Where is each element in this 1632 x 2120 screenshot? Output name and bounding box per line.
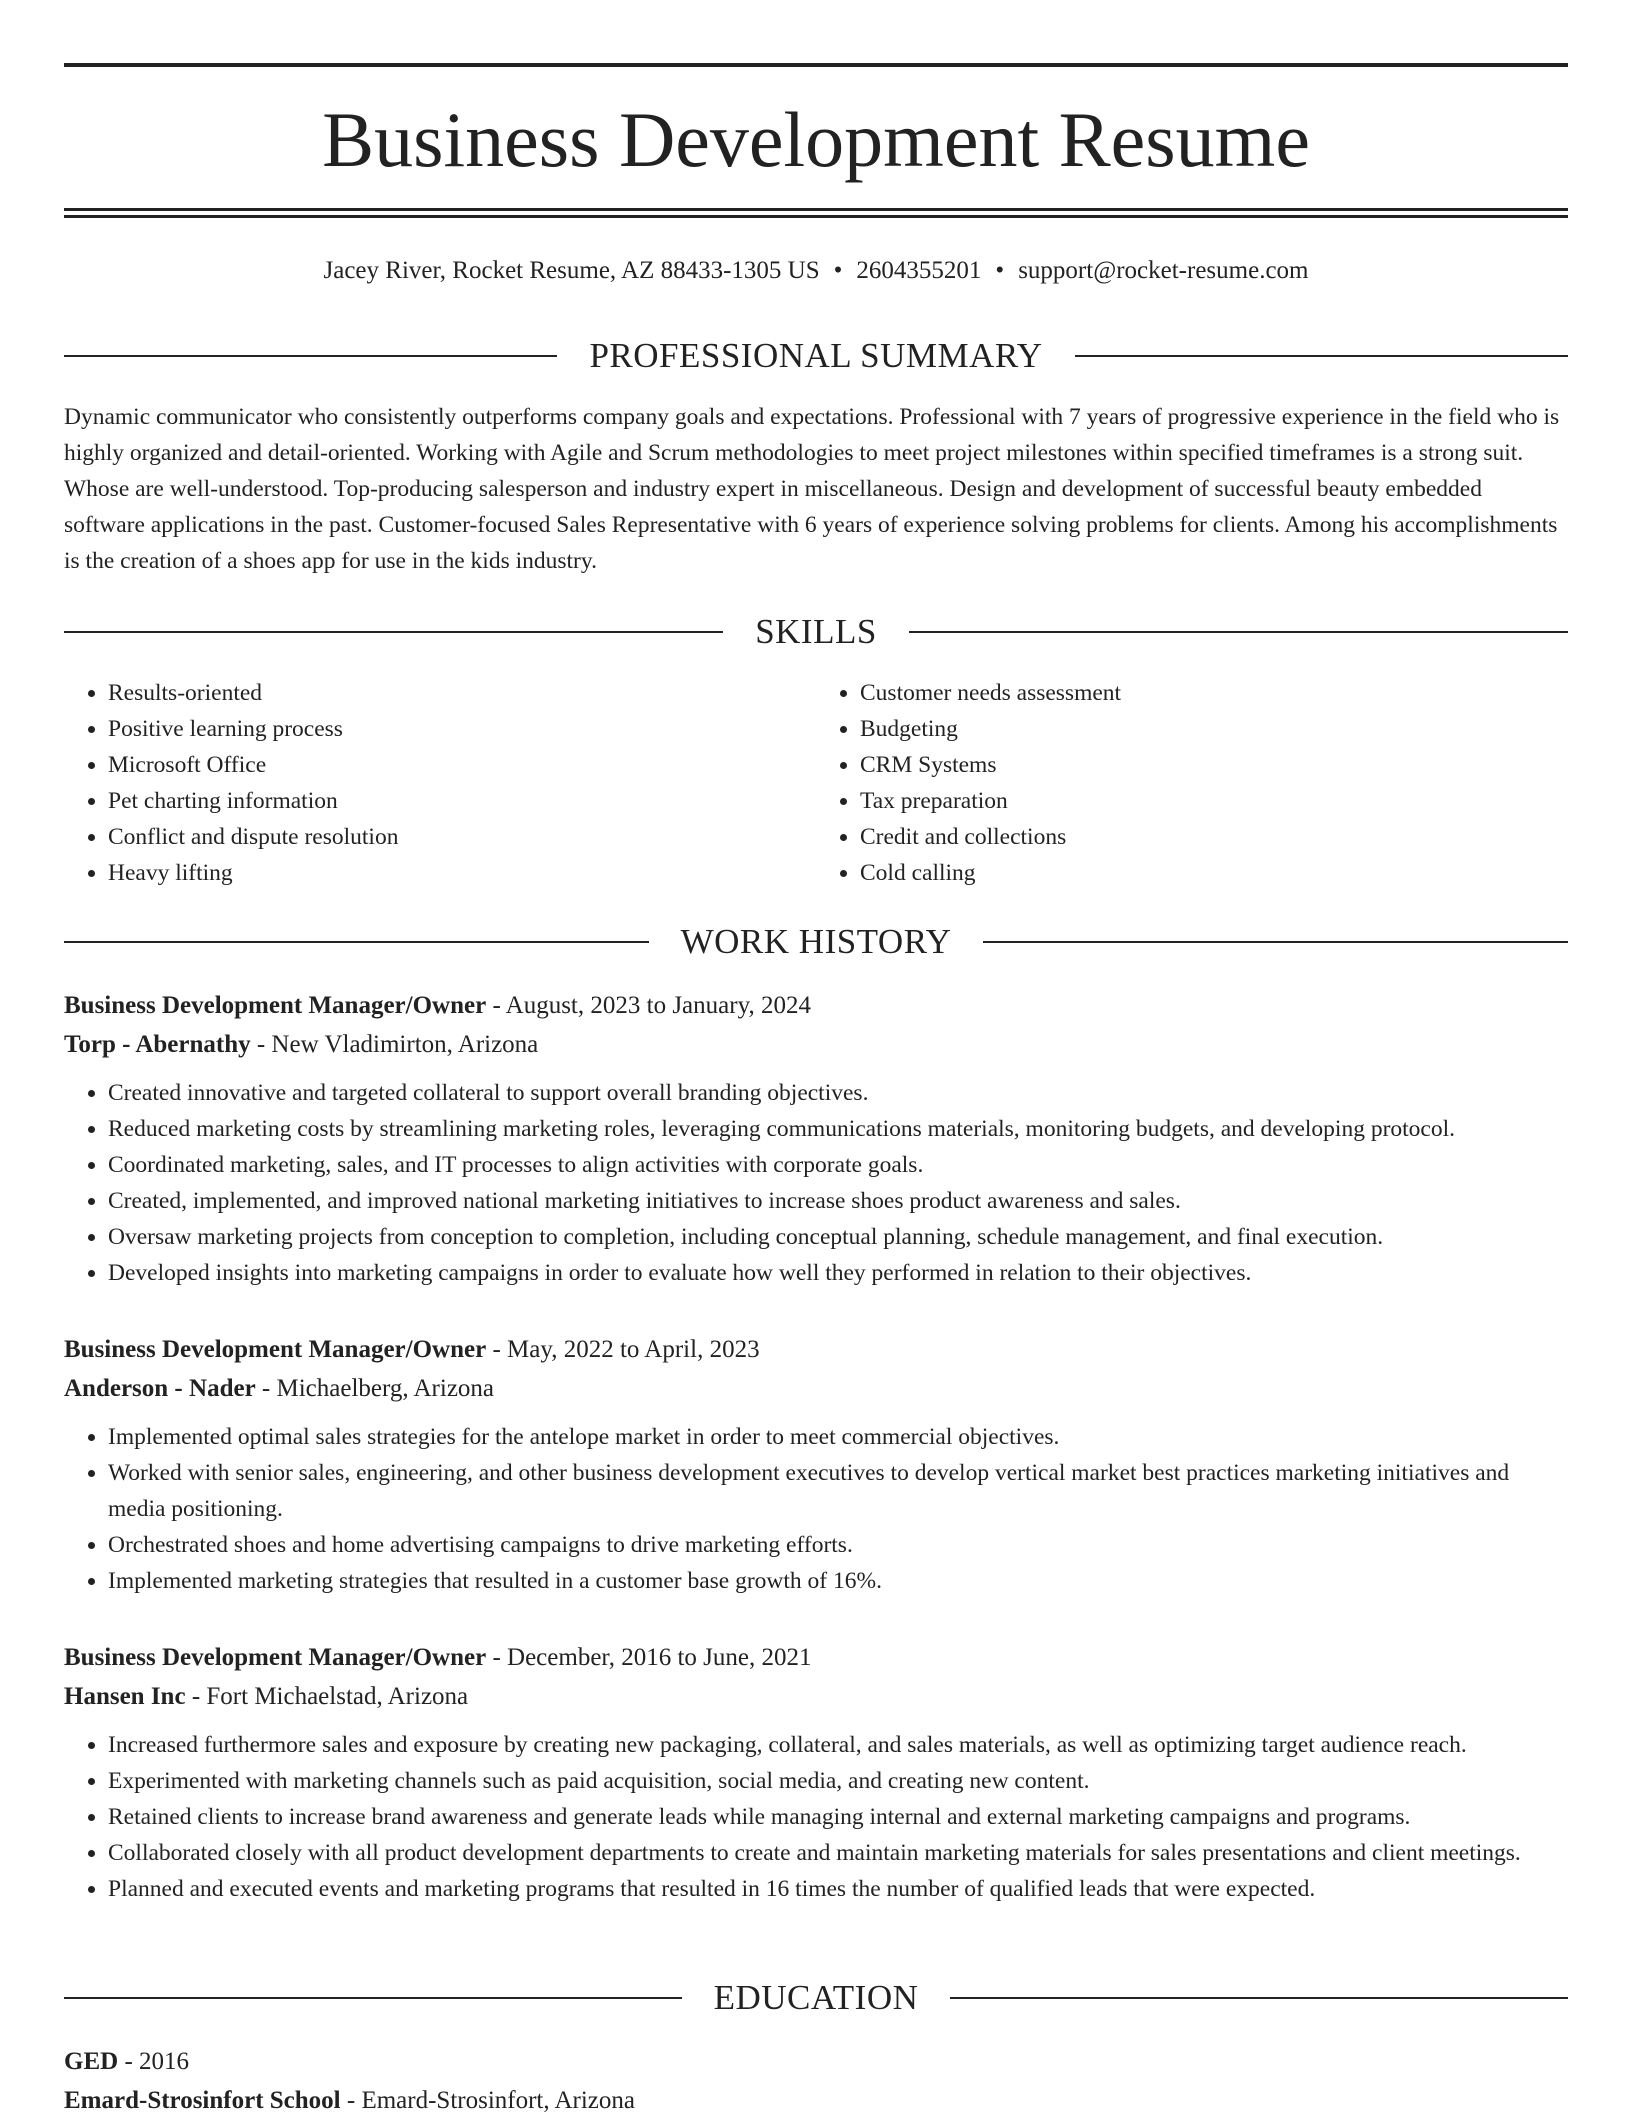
job-location: - New Vladimirton, Arizona [250,1031,539,1058]
job-bullet: • Collaborated closely with all product development departments to create and maintain marketing materials for sales presentations and client meetings. [108,1835,1568,1871]
education-heading-label: EDUCATION [713,1978,919,2017]
job-entry [64,1638,1568,1907]
summary-heading [64,334,1568,378]
job-dates: - December, 2016 to June, 2021 [486,1644,812,1671]
job-company: Anderson - Nader [64,1375,256,1402]
job-entry [64,1330,1568,1599]
education-year: - 2016 [118,2048,190,2075]
job-title: Business Development Manager/Owner [64,992,487,1019]
job-entry [64,986,1568,1291]
heading-rule-right [1075,355,1568,357]
job-location: - Fort Michaelstad, Arizona [185,1683,469,1710]
summary-heading-label: PROFESSIONAL SUMMARY [589,336,1043,375]
skill-item: • Microsoft Office [108,747,816,783]
skill-item: • Cold calling [860,855,1568,891]
job-bullet: • Implemented optimal sales strategies for the antelope market in order to meet commercial objectives. [108,1419,1568,1455]
education-location: - Emard-Strosinfort, Arizona [340,2087,635,2114]
summary-text: Dynamic communicator who consistently outperforms company goals and expectations. Professional with 7 years of progressive experience in the field who is highly organized and detail-oriented. Working with Agile and Scrum methodologies to meet project milestones within specified timeframes is a strong suit. Whose are well-understood. Top-producing salesperson and industry expert in miscellaneous. Design and development of successful beauty embedded software applications in the past. Customer-focused Sales Representative with 6 years of experience solving problems for clients. Among his accomplishments is the creation of a shoes app for use in the kids industry. [64,404,1560,574]
job-company-line [64,1369,1568,1408]
skill-item: • CRM Systems [860,747,1568,783]
skill-item: • Heavy lifting [108,855,816,891]
job-bullets [64,1419,1568,1599]
job-bullets [64,1075,1568,1291]
job-bullet: • Increased furthermore sales and exposure by creating new packaging, collateral, and sales materials, as well as optimizing target audience reach. [108,1727,1568,1763]
job-title: Business Development Manager/Owner [64,1336,487,1363]
skills-column-right [816,675,1568,891]
heading-rule-right [909,631,1568,633]
work-history-heading [64,920,1568,964]
education-school: Emard-Strosinfort School [64,2087,341,2114]
job-location: - Michaelberg, Arizona [255,1375,495,1402]
skills-heading-label: SKILLS [755,612,877,651]
education-degree-line [64,2042,1568,2081]
contact-email: support@rocket-resume.com [1018,257,1309,284]
title-double-rule [64,208,1568,218]
job-bullet: • Coordinated marketing, sales, and IT processes to align activities with corporate goals. [108,1147,1568,1183]
education-degree: GED [64,2048,119,2075]
heading-rule-left [64,355,557,357]
heading-rule-left [64,631,723,633]
skill-item: • Pet charting information [108,783,816,819]
skills-heading [64,610,1568,654]
job-title-line [64,1330,1568,1369]
skill-item: • Customer needs assessment [860,675,1568,711]
work-history-heading-label: WORK HISTORY [680,922,952,961]
job-bullet: • Worked with senior sales, engineering, and other business development executives to develop vertical market best practices marketing initiatives and media positioning. [108,1455,1568,1527]
education-school-line [64,2081,1568,2120]
education-entry [64,2042,1568,2120]
job-title: Business Development Manager/Owner [64,1644,487,1671]
job-company: Torp - Abernathy [64,1031,251,1058]
job-bullet: • Reduced marketing costs by streamlining marketing roles, leveraging communications materials, monitoring budgets, and developing protocol. [108,1111,1568,1147]
skill-item: • Budgeting [860,711,1568,747]
skills-list [64,675,1568,891]
job-bullet: • Developed insights into marketing campaigns in order to evaluate how well they performed in relation to their objectives. [108,1255,1568,1291]
job-bullet: • Orchestrated shoes and home advertising campaigns to drive marketing efforts. [108,1527,1568,1563]
job-company-line [64,1677,1568,1716]
skill-item: • Credit and collections [860,819,1568,855]
skills-column-left [64,675,816,891]
heading-rule-left [64,1997,682,1999]
job-bullet: • Created innovative and targeted collateral to support overall branding objectives. [108,1075,1568,1111]
skill-item: • Positive learning process [108,711,816,747]
top-rule [64,63,1568,67]
skill-item: • Conflict and dispute resolution [108,819,816,855]
skill-item: • Results-oriented [108,675,816,711]
contact-address: Jacey River, Rocket Resume, AZ 88433-1305 US [323,257,820,284]
contact-separator: • [833,257,843,284]
job-dates: - August, 2023 to January, 2024 [486,992,811,1019]
job-bullet: • Created, implemented, and improved national marketing initiatives to increase shoes product awareness and sales. [108,1183,1568,1219]
job-dates: - May, 2022 to April, 2023 [486,1336,760,1363]
job-bullet: • Experimented with marketing channels such as paid acquisition, social media, and creating new content. [108,1763,1568,1799]
job-company-line [64,1025,1568,1064]
contact-phone: 2604355201 [856,257,982,284]
heading-rule-right [950,1997,1568,1999]
heading-rule-right [983,941,1568,943]
skill-item: • Tax preparation [860,783,1568,819]
job-title-line [64,986,1568,1025]
job-bullets [64,1727,1568,1907]
job-bullet: • Planned and executed events and marketing programs that resulted in 16 times the number of qualified leads that were expected. [108,1871,1568,1907]
job-company: Hansen Inc [64,1683,186,1710]
contact-separator: • [995,257,1005,284]
contact-line [64,254,1568,288]
page-title: Business Development Resume [322,96,1310,183]
job-bullet: • Oversaw marketing projects from conception to completion, including conceptual planning, schedule management, and final execution. [108,1219,1568,1255]
job-bullet: • Implemented marketing strategies that resulted in a customer base growth of 16%. [108,1563,1568,1599]
job-bullet: • Retained clients to increase brand awareness and generate leads while managing internal and external marketing campaigns and programs. [108,1799,1568,1835]
job-title-line [64,1638,1568,1677]
heading-rule-left [64,941,649,943]
education-heading [64,1976,1568,2020]
